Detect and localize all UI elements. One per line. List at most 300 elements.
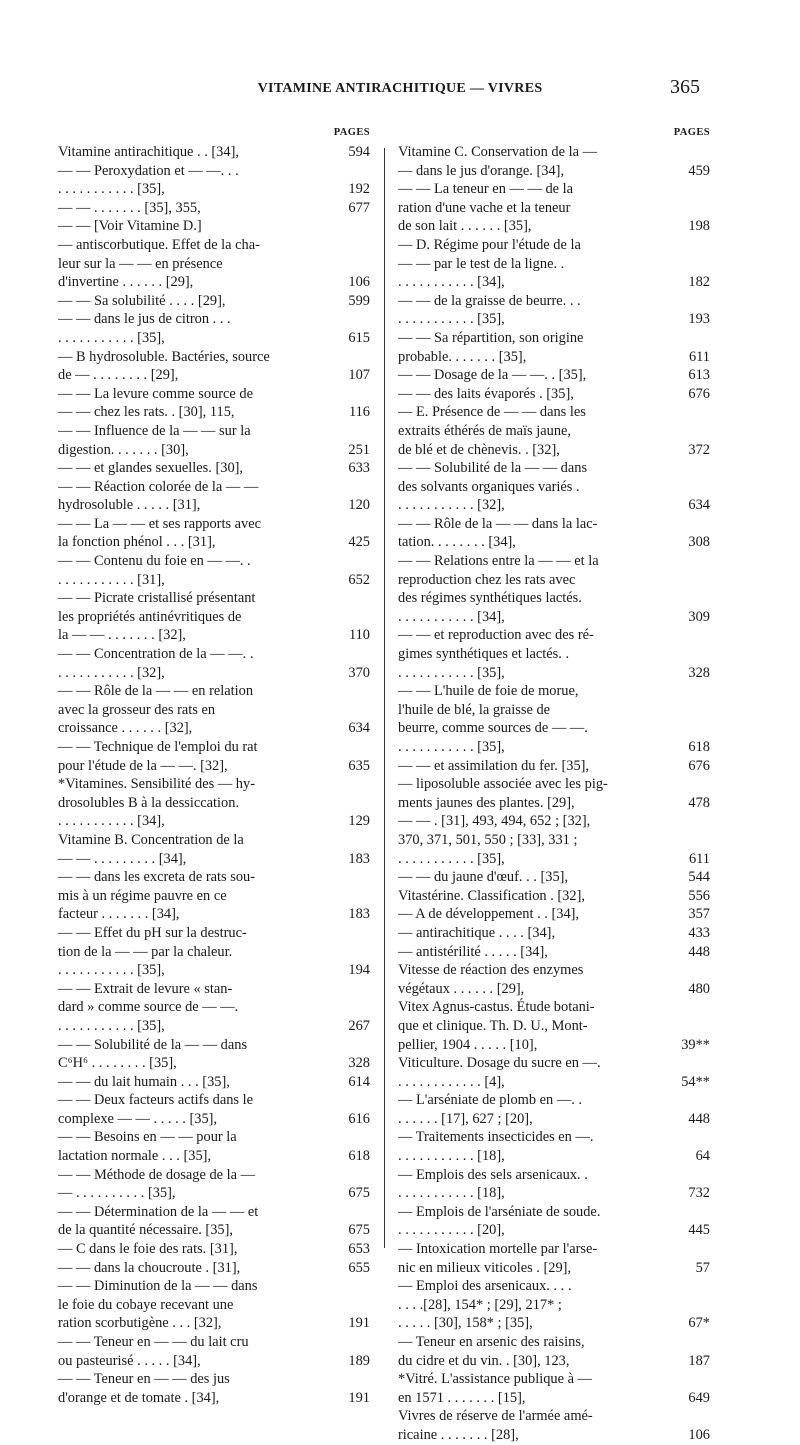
index-line-page: 677 [348, 199, 370, 216]
index-line-text: — D. Régime pour l'étude de la [398, 236, 581, 253]
index-line-text: — — . [31], 493, 494, 652 ; [32], [398, 813, 591, 830]
index-line-text: de son lait . . . . . . [35], [398, 218, 532, 235]
left-column [58, 122, 370, 1407]
index-line-page: 634 [688, 497, 710, 514]
index-line [58, 217, 370, 236]
index-line [58, 1054, 370, 1073]
index-line [398, 831, 710, 850]
index-line-page: 198 [688, 218, 710, 235]
index-line-text: tation. . . . . . . . [34], [398, 534, 516, 551]
index-line-page: 192 [348, 181, 370, 198]
index-line [398, 552, 710, 571]
index-line-text: de — . . . . . . . . [29], [58, 367, 179, 384]
index-line [398, 180, 710, 199]
index-line-page: 54** [681, 1073, 710, 1090]
index-line-text: beurre, comme sources de — —. [398, 720, 588, 737]
index-line-text: — — Deux facteurs actifs dans le [58, 1092, 254, 1109]
index-line-text: . . . . . . . . . . . [18], [398, 1185, 505, 1202]
index-line-text: pellier, 1904 . . . . . [10], [398, 1036, 538, 1053]
index-line [58, 775, 370, 794]
index-line-text: . . . . . . [17], 627 ; [20], [398, 1110, 533, 1127]
index-line-page [664, 1370, 710, 1389]
index-line-text: reproduction chez les rats avec [398, 571, 576, 588]
index-line-page [324, 1333, 370, 1352]
index-line-text: — — La teneur en — — de la [398, 181, 574, 198]
index-line-text: — Intoxication mortelle par l'arse- [398, 1241, 598, 1258]
index-line-text: — — Réaction colorée de la — — [58, 478, 259, 495]
index-line-page: 652 [348, 571, 370, 588]
index-line-page: 459 [688, 162, 710, 179]
index-line [398, 645, 710, 664]
index-line-text: . . . . . . . . . . . [35], [58, 962, 165, 979]
index-line [58, 738, 370, 757]
index-line-page [324, 645, 370, 664]
index-line-text: de la quantité nécessaire. [35], [58, 1222, 234, 1239]
index-line [58, 199, 370, 218]
index-line-page [664, 1407, 710, 1426]
index-entries [58, 143, 370, 1407]
index-line [58, 831, 370, 850]
index-line [398, 385, 710, 404]
index-line-text: — — La — — et ses rapports avec [58, 515, 262, 532]
index-line [58, 682, 370, 701]
index-line-page [664, 682, 710, 701]
index-line-page: 370 [348, 664, 370, 681]
index-line-text: — Traitements insecticides en —. [398, 1129, 594, 1146]
index-line-page [324, 980, 370, 999]
index-line-page [664, 403, 710, 422]
index-line-page [664, 1091, 710, 1110]
index-line-page [324, 868, 370, 887]
index-line-page [664, 1277, 710, 1296]
index-line [398, 441, 710, 460]
index-line [398, 515, 710, 534]
index-line-page [324, 162, 370, 181]
index-line-text: — — Solubilité de la — — dans [58, 1036, 248, 1053]
index-line-page: 676 [688, 757, 710, 774]
index-line [398, 608, 710, 627]
index-line [398, 998, 710, 1017]
index-line [398, 1277, 710, 1296]
index-line-page [324, 1128, 370, 1147]
index-line [58, 998, 370, 1017]
index-line-text: — Emplois des sels arsenicaux. . [398, 1166, 588, 1183]
index-line-text: — — Détermination de la — — et [58, 1203, 259, 1220]
index-line [398, 794, 710, 813]
index-line-text: nic en milieux viticoles . [29], [398, 1259, 572, 1276]
index-line-text: hydrosoluble . . . . . [31], [58, 497, 201, 514]
index-line [58, 1166, 370, 1185]
index-line-page [324, 608, 370, 627]
index-line [58, 757, 370, 776]
index-line-page [664, 961, 710, 980]
index-line-page: 653 [348, 1241, 370, 1258]
index-line [398, 905, 710, 924]
running-title: VITAMINE ANTIRACHITIQUE — VIVRES [257, 81, 543, 96]
index-line-text: la fonction phénol . . . [31], [58, 534, 216, 551]
index-line [398, 1036, 710, 1055]
index-line-page [664, 292, 710, 311]
index-line-page [664, 1333, 710, 1352]
index-line-text: . . . . . [30], 158* ; [35], [398, 1315, 533, 1332]
index-line [398, 422, 710, 441]
index-line [58, 162, 370, 181]
index-line-text: gimes synthétiques et lactés. . [398, 646, 570, 663]
index-line-page: 39** [681, 1036, 710, 1053]
index-line [58, 571, 370, 590]
index-line-text: . . . . . . . . . . . . [4], [398, 1073, 505, 1090]
index-line-text: . . . . . . . . . . . [34], [398, 608, 505, 625]
index-line-page: 267 [348, 1017, 370, 1034]
index-line [58, 719, 370, 738]
index-line-page: 194 [348, 962, 370, 979]
index-line [58, 273, 370, 292]
index-line [58, 1259, 370, 1278]
index-line-page [324, 422, 370, 441]
index-line-text: . . . . . . . . . . . [34], [58, 813, 165, 830]
index-line-text: — — L'huile de foie de morue, [398, 683, 579, 700]
index-line-page [664, 552, 710, 571]
index-line-page: 594 [348, 144, 370, 160]
index-line-text: — L'arséniate de plomb en —. . [398, 1092, 583, 1109]
index-line-text: — — Picrate cristallisé présentant [58, 590, 256, 607]
index-line-page: 655 [348, 1259, 370, 1276]
index-line [58, 589, 370, 608]
index-line [398, 143, 710, 162]
index-line-text: — — Technique de l'emploi du rat [58, 739, 258, 755]
index-line [398, 329, 710, 348]
pages-column-label: PAGES [673, 127, 710, 138]
index-line-page: 599 [348, 292, 370, 309]
index-line-text: — — et reproduction avec des ré- [398, 627, 594, 644]
index-line [58, 905, 370, 924]
index-line [58, 850, 370, 869]
index-line-text: complexe — — . . . . . [35], [58, 1110, 218, 1127]
index-line-page: 357 [688, 906, 710, 923]
index-line [58, 459, 370, 478]
index-line-text: d'orange et de tomate . [34], [58, 1389, 220, 1406]
index-line-text: — — Diminution de la — — dans [58, 1278, 258, 1295]
index-line-text: C⁶H⁶ . . . . . . . . [35], [58, 1055, 177, 1072]
index-line-page: 445 [688, 1222, 710, 1239]
index-line [58, 1314, 370, 1333]
index-line-page [324, 1203, 370, 1222]
index-line-page [664, 1296, 710, 1315]
index-line [58, 1110, 370, 1129]
index-line-text: *Vitré. L'assistance publique à — [398, 1371, 592, 1388]
index-line [58, 887, 370, 906]
index-line-text: — Teneur en arsenic des raisins, [398, 1334, 585, 1350]
index-line-text: d'invertine . . . . . . [29], [58, 274, 194, 291]
index-line-page: 634 [348, 720, 370, 737]
index-line-page: 633 [348, 460, 370, 477]
index-line-page: 556 [688, 887, 710, 904]
index-line-page: 478 [688, 794, 710, 811]
index-line-text: — — Solubilité de la — — dans [398, 460, 588, 477]
index-line-page: 67* [688, 1315, 710, 1332]
index-line [398, 1389, 710, 1408]
index-line-text: ments jaunes des plantes. [29], [398, 794, 575, 811]
index-line-page: 189 [348, 1352, 370, 1369]
index-line-page [664, 1017, 710, 1036]
index-line [58, 1147, 370, 1166]
index-line-text: — . . . . . . . . . . [35], [58, 1185, 176, 1202]
index-line [398, 236, 710, 255]
index-line-text: les propriétés antinévritiques de [58, 608, 242, 625]
index-line-text: — — Relations entre la — — et la [398, 553, 599, 570]
index-line [58, 664, 370, 683]
index-line-text: . . . . . . . . . . . [31], [58, 571, 165, 588]
index-line-text: que et clinique. Th. D. U., Mont- [398, 1017, 588, 1034]
pages-column-label: PAGES [333, 127, 370, 138]
index-line-page: 107 [348, 367, 370, 384]
index-line [398, 1110, 710, 1129]
index-line-text: *Vitamines. Sensibilité des — hy- [58, 776, 255, 793]
index-line-page: 618 [348, 1148, 370, 1165]
index-line-text: . . . . . . . . . . . [35], [58, 329, 165, 346]
index-line [58, 1352, 370, 1371]
index-line-text: extraits éthérés de maïs jaune, [398, 422, 572, 439]
index-line-page [324, 217, 370, 236]
index-line-page: 614 [348, 1073, 370, 1090]
index-line-text: . . . . . . . . . . . [35], [58, 1017, 165, 1034]
index-line-page [324, 310, 370, 329]
index-line-text: l'huile de blé, la graisse de [398, 701, 551, 718]
index-line-page: 618 [688, 739, 710, 755]
index-line-text: — — Concentration de la — —. . [58, 646, 254, 663]
index-line-text: Viticulture. Dosage du sucre en —. [398, 1055, 601, 1072]
index-line [398, 850, 710, 869]
index-line [58, 1073, 370, 1092]
index-line-page: 183 [348, 850, 370, 867]
index-line-page [664, 1054, 710, 1073]
index-line-page [664, 626, 710, 645]
index-line-text: mis à un régime pauvre en ce [58, 887, 227, 904]
index-line-page [664, 1166, 710, 1185]
index-line-text: digestion. . . . . . . [30], [58, 441, 189, 458]
index-line-text: — — Teneur en — — du lait cru [58, 1334, 249, 1350]
index-line [398, 478, 710, 497]
index-line-page [324, 478, 370, 497]
index-line [398, 273, 710, 292]
index-line-text: — — Contenu du foie en — —. . [58, 553, 251, 570]
index-line [58, 515, 370, 534]
index-line-page: 193 [688, 311, 710, 328]
index-line-page: 613 [688, 367, 710, 384]
index-line-text: ricaine . . . . . . . [28], [398, 1426, 519, 1443]
index-line-text: — — Sa répartition, son origine [398, 329, 584, 346]
index-line-text: — Emploi des arsenicaux. . . . [398, 1278, 572, 1295]
index-line [58, 422, 370, 441]
index-line-text: du cidre et du vin. . [30], 123, [398, 1352, 570, 1369]
index-line [58, 329, 370, 348]
index-line-page: 372 [688, 441, 710, 458]
index-line [58, 478, 370, 497]
index-line-text: — antistérilité . . . . . [34], [398, 943, 548, 960]
index-line-page [664, 478, 710, 497]
index-line-page [324, 682, 370, 701]
index-line [398, 1166, 710, 1185]
index-line [58, 236, 370, 255]
index-line [58, 143, 370, 162]
index-line-page: 676 [688, 385, 710, 402]
index-line-text: tion de la — — par la chaleur. [58, 943, 233, 960]
index-line [398, 664, 710, 683]
index-line-page: 448 [688, 1110, 710, 1127]
index-line [398, 980, 710, 999]
index-line [398, 1073, 710, 1092]
index-line-text: — liposoluble associée avec les pig- [398, 776, 608, 793]
index-line [58, 1128, 370, 1147]
index-line-page: 328 [688, 664, 710, 681]
index-line [398, 682, 710, 701]
index-line [398, 496, 710, 515]
index-line-text: — E. Présence de — — dans les [398, 404, 586, 421]
index-line-page [664, 515, 710, 534]
index-line-text: — C dans le foie des rats. [31], [58, 1241, 238, 1258]
index-line-text: — — Dosage de la — —. . [35], [398, 367, 587, 384]
index-line [58, 496, 370, 515]
index-line-page: 544 [688, 869, 710, 886]
index-line [58, 292, 370, 311]
index-line-page [324, 515, 370, 534]
index-line-text: — — Besoins en — — pour la [58, 1129, 237, 1146]
index-line [398, 701, 710, 720]
index-line-page: 116 [348, 404, 370, 421]
index-line-page [324, 236, 370, 255]
column-divider [384, 148, 385, 1248]
index-line-page [664, 422, 710, 441]
index-line-page [664, 459, 710, 478]
index-line-text: — — dans le jus de citron . . . [58, 311, 231, 328]
index-line-page: 328 [348, 1055, 370, 1072]
index-line-text: facteur . . . . . . . [34], [58, 906, 180, 923]
index-line [58, 366, 370, 385]
index-line [398, 533, 710, 552]
index-line [398, 199, 710, 218]
index-line [398, 255, 710, 274]
index-line [58, 1389, 370, 1408]
index-line-text: — — Méthode de dosage de la — [58, 1166, 256, 1183]
index-line-text: — — du jaune d'œuf. . . [35], [398, 869, 569, 886]
index-line [58, 1091, 370, 1110]
index-line-page [664, 645, 710, 664]
index-line-page: 675 [348, 1185, 370, 1202]
index-line [58, 943, 370, 962]
index-line-text: — — Sa solubilité . . . . [29], [58, 292, 226, 309]
index-line-text: végétaux . . . . . . [29], [398, 980, 525, 997]
index-line-page: 309 [688, 608, 710, 625]
index-line [58, 310, 370, 329]
index-line-text: — — chez les rats. . [30], 115, [58, 404, 235, 421]
index-line [398, 887, 710, 906]
index-line-text: 370, 371, 501, 550 ; [33], 331 ; [398, 831, 578, 848]
index-line-page [664, 1203, 710, 1222]
index-line [398, 1128, 710, 1147]
index-line-text: . . . . . . . . . . . [35], [58, 181, 165, 198]
index-line-text: — — Rôle de la — — en relation [58, 683, 254, 700]
index-line-page [664, 199, 710, 218]
index-line-text: . . . .[28], 154* ; [29], 217* ; [398, 1296, 562, 1313]
index-line-page: 675 [348, 1222, 370, 1239]
index-line-page [664, 143, 710, 162]
index-line-page [664, 236, 710, 255]
index-line-page [324, 348, 370, 367]
index-line [58, 552, 370, 571]
index-line [398, 1203, 710, 1222]
index-line-text: — — dans les excreta de rats sou- [58, 869, 256, 886]
index-line [398, 292, 710, 311]
index-line-text: — Emplois de l'arséniate de soude. [398, 1203, 601, 1220]
index-line [58, 255, 370, 274]
index-line-text: ration scorbutigène . . . [32], [58, 1315, 222, 1332]
index-line-page: 308 [688, 534, 710, 551]
index-line-page: 106 [348, 274, 370, 291]
index-line-text: — — par le test de la ligne. . [398, 255, 565, 272]
index-line-page [664, 329, 710, 348]
index-line [58, 794, 370, 813]
index-line [398, 366, 710, 385]
index-line-page [664, 701, 710, 720]
index-line-text: — — et glandes sexuelles. [30], [58, 460, 244, 477]
index-line-page: 615 [348, 329, 370, 346]
index-line-page: 425 [348, 534, 370, 551]
index-line [58, 868, 370, 887]
index-line-text: leur sur la — — en présence [58, 255, 223, 272]
index-line-page [324, 1277, 370, 1296]
index-line [398, 589, 710, 608]
index-line-page [324, 831, 370, 850]
index-line [398, 1296, 710, 1315]
index-line-text: — antirachitique . . . . [34], [398, 924, 556, 941]
index-line-page: 480 [688, 980, 710, 997]
index-line-page: 106 [688, 1426, 710, 1443]
index-line-page: 120 [348, 497, 370, 514]
index-line-page: 649 [688, 1389, 710, 1406]
index-line-text: Vitastérine. Classification . [32], [398, 887, 585, 904]
index-line [58, 441, 370, 460]
index-line-text: — A de développement . . [34], [398, 906, 580, 923]
index-line [398, 775, 710, 794]
index-line [398, 1370, 710, 1389]
index-line-text: . . . . . . . . . . . [35], [398, 850, 505, 867]
index-line [58, 180, 370, 199]
index-line-text: Vitamine antirachitique . . [34], [58, 144, 239, 160]
index-line-page: 433 [688, 924, 710, 941]
index-line-page [664, 255, 710, 274]
index-line-text: — — Teneur en — — des jus [58, 1371, 230, 1388]
index-line [398, 868, 710, 887]
index-line [58, 1333, 370, 1352]
index-line-text: . . . . . . . . . . . [18], [398, 1148, 505, 1165]
index-line-page [324, 775, 370, 794]
index-line [58, 626, 370, 645]
index-line-page [664, 831, 710, 850]
index-line-page [324, 998, 370, 1017]
index-line [398, 1333, 710, 1352]
index-line-page: 64 [695, 1148, 710, 1165]
index-line-page [324, 701, 370, 720]
index-line-page: 732 [688, 1185, 710, 1202]
index-line-text: — — et assimilation du fer. [35], [398, 757, 590, 774]
index-line-page [324, 255, 370, 274]
index-line [398, 1221, 710, 1240]
index-line-text: — — [Voir Vitamine D.] [58, 218, 202, 235]
index-line [58, 980, 370, 999]
index-line [58, 701, 370, 720]
index-line [398, 571, 710, 590]
index-line [398, 348, 710, 367]
